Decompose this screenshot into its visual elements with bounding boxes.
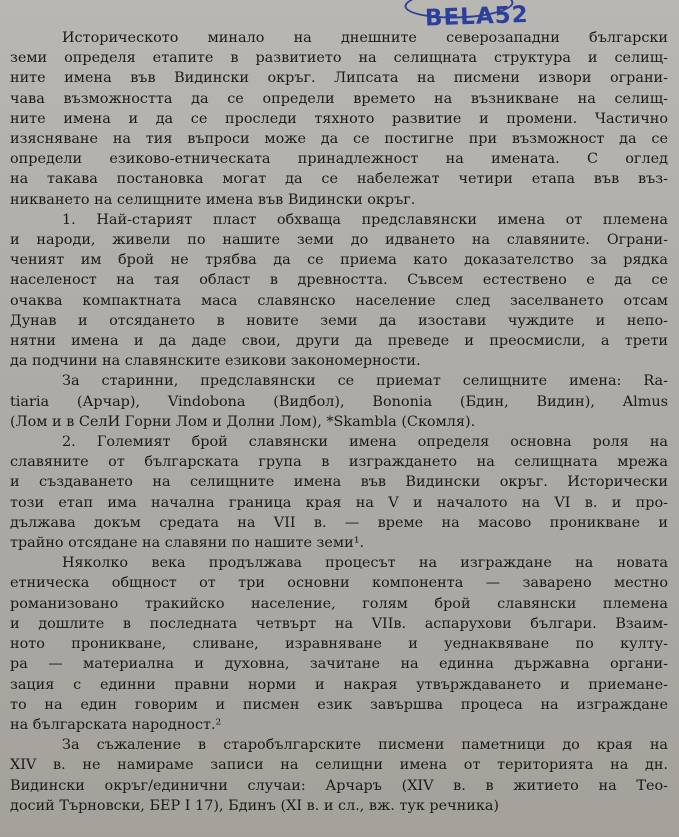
body-text [10, 28, 668, 816]
text-line: ните имена във Видински окръг. Липсата на писмени извори ограни- [10, 70, 668, 87]
text-line: досий Търновски, БЕР I 17), Бдинъ (XI в. и сл., вж. тук речника) [10, 797, 500, 814]
text-line: дължава докъм средата на VII в. — време на масово проникване и [10, 514, 668, 531]
text-line: ното проникване, сливане, изравняване и уеднаквяване по култу- [10, 636, 668, 653]
text-line: tiaria (Арчар), Vindobona (Видбол), Bononia (Бдин, Видин), Almus [10, 393, 668, 410]
text-line: чава възможността да се определи времето на възникване на селищ- [10, 90, 668, 107]
text-line: изясняване на тия въпроси може да се постигне при възможност да се [10, 131, 668, 148]
text-line: очаква компактната маса славянско население след заселването отсам [10, 292, 668, 309]
text-line: определи езиково-етническата принадлежност на имената. С оглед [10, 151, 668, 168]
text-line: и дошлите в последната четвърт на VIIв. аспарухови българи. Взаим- [10, 615, 668, 632]
text-line: 2. Големият брой славянски имена определя основна роля на [62, 434, 668, 451]
text-line: земи определя етапите в развитието на селищната структура и селищ- [10, 50, 668, 67]
text-line: на българската народност.² [10, 716, 222, 733]
text-line: и създаването на селищните имена във Видински окръг. Исторически [10, 474, 668, 491]
text-line: XIV в. не намираме записи на селищни имена от територията на дн. [10, 757, 668, 774]
text-line: населеност на тая област в древността. Съвсем естествено е да се [10, 272, 668, 289]
text-line: ните имена и да се проследи тяхното развитие и промени. Частично [10, 110, 668, 127]
text-line: то на един говорим и писмен език завършва процеса на изграждане [10, 696, 668, 713]
text-line: За старинни, предславянски се приемат селищните имена: Ra- [62, 373, 668, 390]
text-line: Дунав и отсядането в новите земи да изостави чуждите и непо- [10, 312, 668, 329]
text-line: на такава постановка могат да се набележат четири етапа във въз- [10, 171, 668, 188]
text-line: романизовано тракийско население, голям брой славянски племена [10, 595, 668, 612]
text-line: този етап има начална граница края на V и началото на VI в. и про- [10, 494, 668, 511]
text-line: 1. Най-старият пласт обхваща предславянски имена от племена [62, 211, 668, 228]
text-line: никването на селищните имена във Видински окръг. [10, 191, 416, 208]
text-line: Видински окръг/единични случаи: Арчаръ (XIV в. в житието на Тео- [10, 777, 668, 794]
text-line: Историческото минало на днешните северозападни български [62, 30, 668, 46]
text-line: За съжаление в старобългарските писмени паметници до края на [62, 737, 668, 754]
text-line: ченият им брой не трябва да се приема като доказателство за рядка [10, 252, 668, 269]
text-line: Няколко века продължава процесът на изграждане на новата [62, 555, 668, 572]
stamp-code: BELA52 [424, 1, 530, 32]
text-line: и народи, живели по нашите земи до идването на славяните. Ограни- [10, 232, 668, 249]
text-line: да подчини на славянските езикови закономерности. [10, 353, 421, 370]
text-line: трайно отсядане на славяни по нашите земи¹. [10, 535, 365, 552]
text-line: (Лом и в СелИ Горни Лом и Долни Лом), *Skambla (Скомля). [10, 413, 476, 430]
text-line: етническа общност от три основни компонента — заварено местно [10, 575, 668, 592]
text-line: ра — материална и духовна, зачитане на единна държавна органи- [10, 656, 668, 673]
text-line: зация с единни правни норми и накрая утвърждаването и приемане- [10, 676, 668, 693]
text-line: славяните от българската група в изграждането на селищната мрежа [10, 454, 668, 471]
text-line: нятни имена и да даде свои, други да преведе и преосмисли, а трети [10, 333, 668, 350]
